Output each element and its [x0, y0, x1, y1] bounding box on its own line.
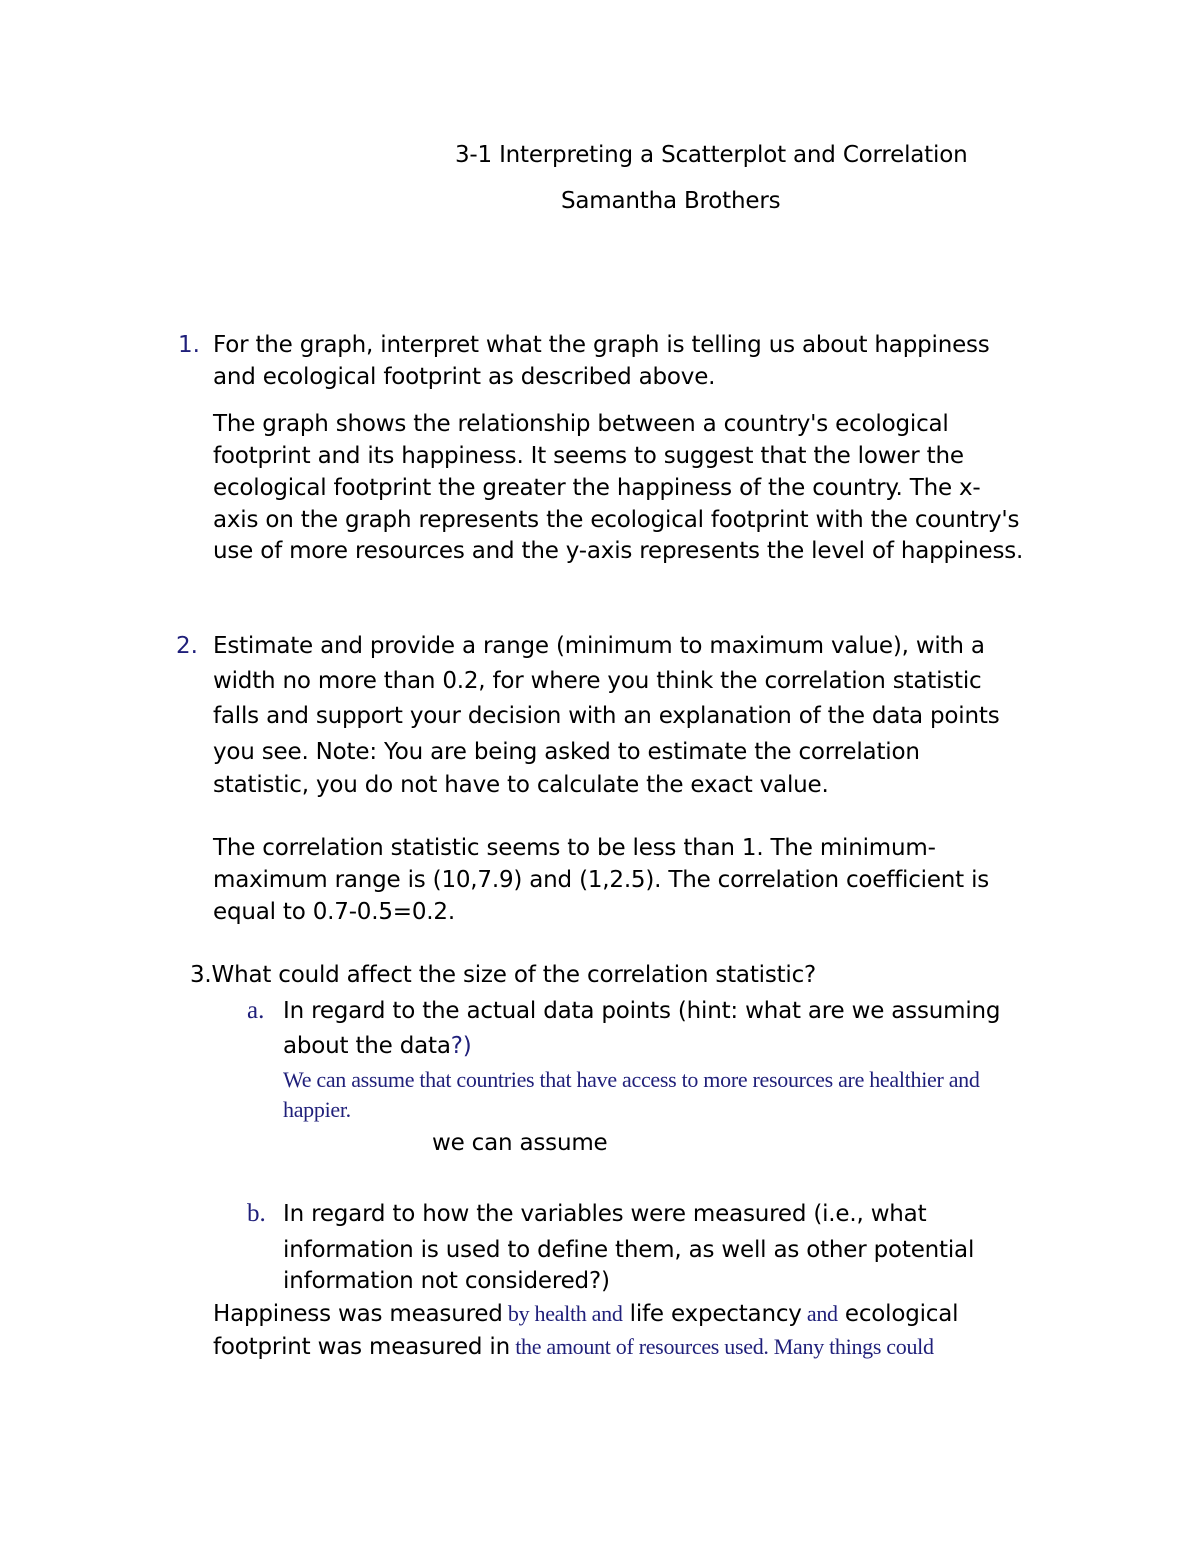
q1-answer-line-5: use of more resources and the y-axis represents the level of happiness.: [213, 538, 1024, 564]
q3a-answer-line-2: happier.: [283, 1097, 351, 1122]
q3b-answer-2-p2: the amount of resources used. Many things could: [510, 1334, 934, 1359]
q3a-extra-line: we can assume: [432, 1130, 608, 1156]
q1-answer-line-2: footprint and its happiness. It seems to suggest that the lower the: [213, 443, 964, 469]
q3b-answer-1-p3: life expectancy: [622, 1301, 802, 1327]
q3a-prompt-line-2: [283, 1031, 472, 1061]
q2-answer-line-2: maximum range is (10,7.9) and (1,2.5). The correlation coefficient is: [213, 867, 990, 893]
q2-prompt-line-3: falls and support your decision with an explanation of the data points: [213, 703, 1000, 729]
q3a-answer-line-1: We can assume that countries that have access to more resources are healthier and: [283, 1067, 980, 1092]
q3b-answer-1-p2: by health and: [502, 1301, 623, 1326]
q3a-prompt-line-1: In regard to the actual data points (hint: what are we assuming: [283, 998, 1001, 1024]
q3b-answer-1-p4: and: [801, 1301, 838, 1326]
q2-answer-line-1: The correlation statistic seems to be less than 1. The minimum-: [213, 835, 936, 861]
q3-prompt: 3.What could affect the size of the correlation statistic?: [190, 962, 817, 988]
q1-answer-line-3: ecological footprint the greater the happiness of the country. The x-: [213, 475, 981, 501]
q3b-prompt-line-2: information is used to define them, as well as other potential: [283, 1237, 975, 1263]
q3b-answer-1-p5: ecological: [837, 1301, 959, 1327]
q2-answer-line-3: equal to 0.7-0.5=0.2.: [213, 899, 455, 925]
q3b-answer-2-p1: footprint was measured in: [213, 1334, 510, 1360]
q3a-label: a.: [247, 997, 265, 1024]
q2-prompt-line-5: statistic, you do not have to calculate the exact value.: [213, 772, 829, 798]
q1-prompt-line-2: and ecological footprint as described above.: [213, 364, 716, 390]
q1-number: 1.: [178, 332, 200, 358]
q3b-prompt-line-3: information not considered?): [283, 1268, 610, 1294]
q3b-label: b.: [247, 1200, 266, 1227]
author-name: Samantha Brothers: [561, 188, 781, 214]
q3b-answer-line-2: [213, 1332, 934, 1362]
q2-number: 2.: [176, 633, 198, 659]
q2-prompt-line-4: you see. Note: You are being asked to estimate the correlation: [213, 739, 920, 765]
q3b-answer-line-1: [213, 1299, 958, 1329]
q1-answer-line-4: axis on the graph represents the ecological footprint with the country's: [213, 507, 1020, 533]
q1-prompt-line-1: For the graph, interpret what the graph is telling us about happiness: [213, 332, 990, 358]
q1-answer-line-1: The graph shows the relationship between a country's ecological: [213, 411, 949, 437]
q2-prompt-line-1: Estimate and provide a range (minimum to maximum value), with a: [213, 633, 985, 659]
q2-prompt-line-2: width no more than 0.2, for where you think the correlation statistic: [213, 668, 982, 694]
q3b-prompt-line-1: In regard to how the variables were measured (i.e., what: [283, 1201, 927, 1227]
q3a-prompt-line-2-tail: ?): [450, 1033, 472, 1059]
page-title: 3-1 Interpreting a Scatterplot and Correlation: [455, 142, 968, 168]
q3b-answer-1-p1: Happiness was measured: [213, 1301, 503, 1327]
q3a-prompt-line-2-text: about the data: [283, 1033, 451, 1059]
